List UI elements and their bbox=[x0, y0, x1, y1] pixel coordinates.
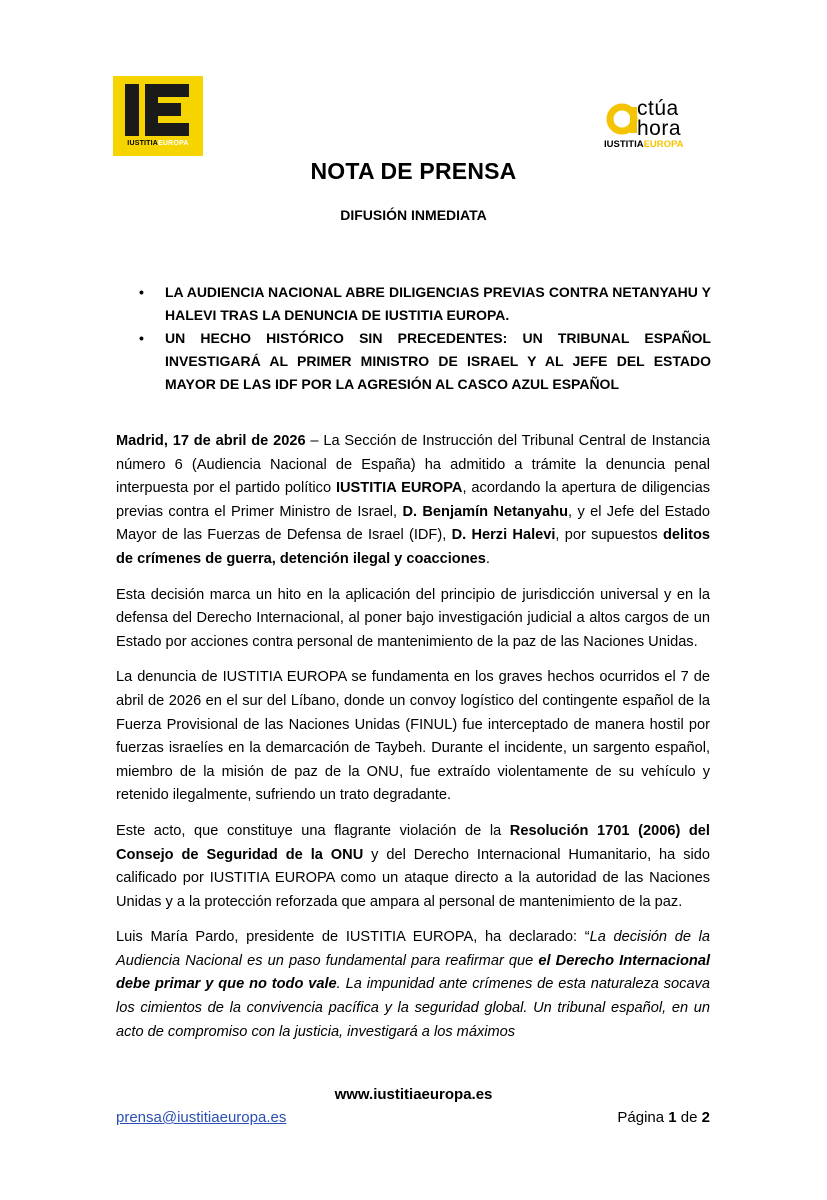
footer-email-link[interactable]: prensa@iustitiaeuropa.es bbox=[116, 1109, 287, 1126]
p1-text-5: . bbox=[485, 550, 490, 567]
paragraph-3: La denuncia de IUSTITIA EUROPA se fundamenta en los graves hechos ocurridos el 7 de abril de 2026 en el sur del Líbano, donde un convoy logístico del contingente español de la Fuerza Provisional de las Naciones Unidas (FINUL) fue interceptado de manera hostil por fuerzas israelíes en la demarcación de Taybeh. Durante el incidente, un sargento español, miembro de la misión de paz de la ONU, fue extraído violentamente de su vehículo y retenido ilegalmente, sufriendo un trato degradante. bbox=[116, 669, 710, 804]
p4-text-1: Este acto, que constituye una flagrante violación de la bbox=[116, 822, 510, 839]
footer-website-link[interactable]: www.iustitiaeuropa.es bbox=[334, 1086, 493, 1103]
headline-bullet: • UN HECHO HISTÓRICO SIN PRECEDENTES: UN TRIBUNAL ESPAÑOL INVESTIGARÁ AL PRIMER MINISTRO DE ISRAEL Y AL JEFE DEL ESTADO MAYOR DE LAS IDF POR LA AGRESIÓN AL CASCO AZUL ESPAÑOL bbox=[137, 327, 711, 396]
actua-caption-dark: IUSTITIA bbox=[604, 139, 644, 150]
page-total: 2 bbox=[701, 1109, 710, 1126]
p1-bold-crimes: delitos de crímenes de guerra, detención ilegal y coacciones bbox=[116, 527, 710, 567]
actua-logo-caption bbox=[604, 139, 684, 150]
ie-logo-caption bbox=[113, 140, 203, 147]
p1-text-1: – La Sección de Instrucción del Tribunal Central de Instancia número 6 (Audiencia Nacional de España) ha admitido a trámite la denuncia penal interpuesta por el partido político bbox=[116, 433, 710, 497]
page-number bbox=[617, 1109, 710, 1126]
p5-quote-2: . La impunidad ante crímenes de esta naturaleza socava los cimientos de la convivencia pacífica y la seguridad global. Un tribunal español, en un acto de compromiso con la justicia, investigará a los máximos bbox=[116, 976, 710, 1040]
p4-bold-resolution: Resolución 1701 (2006) del Consejo de Seguridad de la ONU bbox=[116, 822, 710, 863]
press-body bbox=[116, 430, 710, 1056]
p5-text-1: Luis María Pardo, presidente de IUSTITIA EUROPA, ha declarado: “ bbox=[116, 929, 590, 946]
p1-text-4: , por supuestos bbox=[555, 527, 663, 544]
p1-bold-netanyahu: D. Benjamín Netanyahu bbox=[402, 503, 569, 520]
headline-bullet: • LA AUDIENCIA NACIONAL ABRE DILIGENCIAS PREVIAS CONTRA NETANYAHU Y HALEVI TRAS LA DENUNCIA DE IUSTITIA EUROPA. bbox=[137, 281, 711, 327]
p4-text-2: y del Derecho Internacional Humanitario, ha sido calificado por IUSTITIA EUROPA como un ataque directo a la autoridad de las Naciones Unidas y a la protección reforzada que ampara al personal de mantenimiento de la paz. bbox=[116, 846, 710, 910]
p1-bold-party: IUSTITIA EUROPA bbox=[335, 480, 463, 497]
paragraph-5 bbox=[116, 926, 710, 1044]
page-subtitle: DIFUSIÓN INMEDIATA bbox=[340, 207, 487, 223]
actua-caption-light: EUROPA bbox=[643, 139, 684, 150]
paragraph-2: Esta decisión marca un hito en la aplicación del principio de jurisdicción universal y en la defensa del Derecho Internacional, al poner bajo investigación judicial a altos cargos de un Estado por acciones contra personal de mantenimiento de la paz de las Naciones Unidas. bbox=[116, 586, 710, 650]
p1-bold-halevi: D. Herzi Halevi bbox=[451, 527, 556, 544]
page-title: NOTA DE PRENSA bbox=[310, 158, 517, 184]
ie-caption-dark: IUSTITIA bbox=[127, 140, 159, 147]
p1-text-2: , acordando la apertura de diligencias previas contra el Primer Ministro de Israel, bbox=[116, 480, 711, 520]
paragraph-4 bbox=[116, 820, 710, 914]
ie-letters-graphic bbox=[123, 82, 193, 138]
paragraph-1 bbox=[116, 430, 710, 572]
headline-bullets bbox=[137, 281, 711, 396]
p5-quote-1: La decisión de la Audiencia Nacional es un paso fundamental para reafirmar que bbox=[116, 929, 710, 969]
dateline: Madrid, 17 de abril de 2026 bbox=[116, 433, 306, 449]
ie-caption-light: EUROPA bbox=[158, 140, 189, 147]
actua-line1: ctúa bbox=[637, 97, 679, 120]
page-of: de bbox=[680, 1109, 698, 1126]
iustitia-europa-logo bbox=[113, 76, 203, 156]
actua-line2: hora bbox=[637, 117, 682, 140]
page-current: 1 bbox=[668, 1109, 677, 1126]
actua-ahora-a-icon bbox=[606, 97, 640, 139]
p5-quote-bold: el Derecho Internacional debe primar y que no todo vale bbox=[116, 952, 710, 993]
page-label: Página bbox=[617, 1109, 665, 1126]
p1-text-3: , y el Jefe del Estado Mayor de las Fuerzas de Defensa de Israel (IDF), bbox=[116, 503, 711, 544]
actua-ahora-logo bbox=[604, 95, 704, 155]
